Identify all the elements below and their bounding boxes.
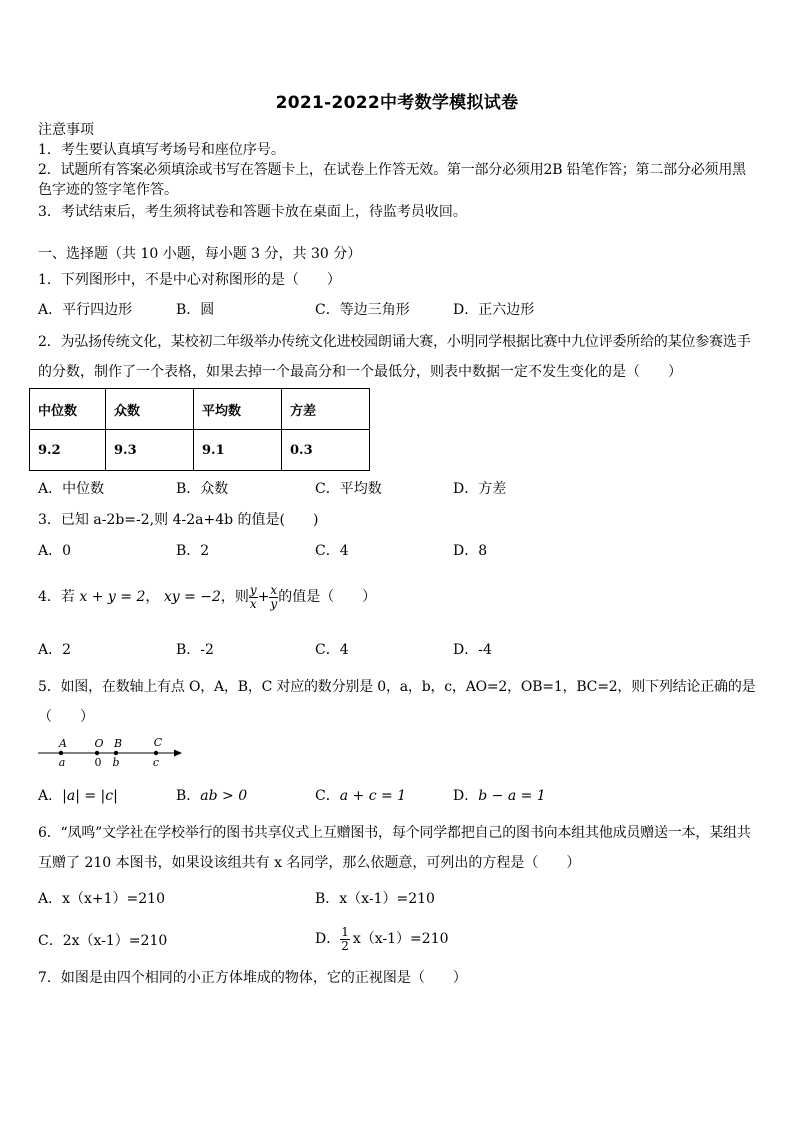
table-row bbox=[30, 430, 370, 471]
q5-option-b bbox=[176, 786, 247, 806]
q6-option-d-label: D． bbox=[315, 931, 341, 947]
point-c bbox=[154, 751, 158, 755]
point-o bbox=[95, 751, 99, 755]
q4-mid: ，则 bbox=[220, 589, 249, 605]
notice-item-1: 1．考生要认真填写考场号和座位序号。 bbox=[38, 142, 285, 158]
label-c: c bbox=[152, 756, 160, 769]
q5-stem-line2: （ ） bbox=[38, 709, 94, 725]
q2-option-a: A．中位数 bbox=[38, 481, 105, 497]
label-b: b bbox=[112, 756, 120, 769]
q3-stem: 3．已知 a-2b=-2,则 4-2a+4b 的值是( ) bbox=[38, 512, 319, 528]
q6-option-a: A．x（x+1）=210 bbox=[38, 891, 165, 907]
q4-condition-1: x + y = 2 bbox=[79, 589, 146, 605]
q4-fraction-x-over-y bbox=[269, 584, 278, 611]
q5-option-d bbox=[453, 786, 546, 806]
q6-frac-den: 2 bbox=[341, 938, 349, 953]
q5-option-a-label: A． bbox=[38, 788, 63, 804]
q1-stem: 1．下列图形中，不是中心对称图形的是（ ） bbox=[38, 272, 341, 288]
q5-option-d-label: D． bbox=[453, 788, 479, 804]
q3-option-a: A．0 bbox=[38, 543, 72, 559]
q2-option-d: D．方差 bbox=[453, 481, 507, 497]
q4-prefix: 4．若 bbox=[38, 589, 75, 605]
q3-option-c: C．4 bbox=[315, 543, 349, 559]
table-header-variance: 方差 bbox=[282, 389, 370, 430]
table-cell-median: 9.2 bbox=[30, 430, 106, 471]
q5-option-c bbox=[315, 786, 406, 806]
q4-f2-num: x bbox=[270, 582, 278, 597]
label-O: O bbox=[94, 737, 104, 750]
table-cell-mode: 9.3 bbox=[106, 430, 194, 471]
q2-option-c: C．平均数 bbox=[315, 481, 382, 497]
q2-option-b: B．众数 bbox=[176, 481, 229, 497]
q4-suffix: 的值是（ ） bbox=[278, 589, 377, 605]
section-heading: 一、选择题（共 10 小题，每小题 3 分，共 30 分） bbox=[38, 246, 362, 262]
label-C: C bbox=[153, 736, 163, 749]
q6-option-d-expr: x（x-1）=210 bbox=[352, 931, 449, 947]
q1-option-a: A．平行四边形 bbox=[38, 302, 133, 318]
q5-option-a-expr: |a| = |c| bbox=[62, 788, 118, 804]
q2-stem-line2: 的分数，制作了一个表格，如果去掉一个最高分和一个最低分，则表中数据一定不发生变化的是（ ） bbox=[38, 364, 682, 380]
label-A: A bbox=[59, 737, 67, 750]
table-header-median: 中位数 bbox=[30, 389, 106, 430]
q4-f1-num: y bbox=[249, 582, 257, 597]
table-header-mean: 平均数 bbox=[194, 389, 282, 430]
table-header-mode: 众数 bbox=[106, 389, 194, 430]
q4-option-a: A．2 bbox=[38, 642, 72, 658]
label-B: B bbox=[113, 737, 123, 750]
q4-f1-den: x bbox=[249, 596, 257, 611]
q4-stem: 4．若 x + y = 2， xy = −2，则 $\frac{y}{x}$ + $\frac{x}{y}$ 的值是（ ） bbox=[38, 582, 377, 611]
q4-condition-2: xy = −2 bbox=[163, 589, 221, 605]
q4-option-d: D．-4 bbox=[453, 642, 492, 658]
label-0: 0 bbox=[94, 756, 102, 769]
point-b bbox=[114, 751, 118, 755]
table-cell-mean: 9.1 bbox=[194, 430, 282, 471]
q5-option-c-expr: a + c = 1 bbox=[339, 788, 407, 804]
q3-option-b: B．2 bbox=[176, 543, 210, 559]
q1-option-c: C．等边三角形 bbox=[315, 302, 410, 318]
q2-stem-line1: 2．为弘扬传统文化，某校初二年级举办传统文化进校园朗诵大赛，小明同学根据比赛中九位评委所给的某位参赛选手 bbox=[38, 334, 751, 350]
q6-frac-num: 1 bbox=[341, 924, 349, 939]
page-title: 2021-2022中考数学模拟试卷 bbox=[275, 93, 519, 113]
stats-table bbox=[29, 388, 370, 471]
q6-fraction-half bbox=[340, 926, 350, 953]
q1-option-d: D．正六边形 bbox=[453, 302, 535, 318]
q5-option-b-label: B． bbox=[176, 788, 201, 804]
notice-item-2-cont: 色字迹的签字笔作答。 bbox=[38, 182, 178, 198]
table-header-row bbox=[30, 389, 370, 430]
q6-option-d bbox=[315, 922, 449, 956]
point-a bbox=[59, 751, 63, 755]
q4-fraction-y-over-x bbox=[249, 584, 258, 611]
q6-option-b: B．x（x-1）=210 bbox=[315, 891, 435, 907]
arrow-icon bbox=[174, 750, 182, 757]
q4-option-b: B．-2 bbox=[176, 642, 214, 658]
q7-stem: 7．如图是由四个相同的小正方体堆成的物体，它的正视图是（ ） bbox=[38, 970, 467, 986]
q6-stem-line1: 6．“凤鸣”文学社在学校举行的图书共享仪式上互赠图书，每个同学都把自己的图书向本组其他成员赠送一本，某组共 bbox=[38, 825, 751, 841]
notice-item-2: 2．试题所有答案必须填涂或书写在答题卡上，在试卷上作答无效。第一部分必须用2B 铅笔作答；第二部分必须用黑 bbox=[38, 162, 746, 178]
q6-stem-line2: 互赠了 210 本图书，如果设该组共有 x 名同学，那么依题意，可列出的方程是（ ） bbox=[38, 855, 581, 871]
number-line-figure bbox=[36, 734, 186, 770]
table-cell-variance: 0.3 bbox=[282, 430, 370, 471]
q4-f2-den: y bbox=[270, 596, 278, 611]
q5-option-c-label: C． bbox=[315, 788, 340, 804]
q3-option-d: D．8 bbox=[453, 543, 488, 559]
q5-stem-line1: 5．如图，在数轴上有点 O，A，B，C 对应的数分别是 0，a，b，c，AO=2，OB=1，BC=2，则下列结论正确的是 bbox=[38, 679, 756, 695]
q5-option-d-expr: b − a = 1 bbox=[478, 788, 546, 804]
q6-option-c: C．2x（x-1）=210 bbox=[38, 933, 168, 949]
q1-option-b: B．圆 bbox=[176, 302, 215, 318]
label-a: a bbox=[58, 756, 66, 769]
q5-option-a bbox=[38, 786, 118, 806]
notice-item-3: 3．考试结束后，考生须将试卷和答题卡放在桌面上，待监考员收回。 bbox=[38, 204, 467, 220]
q5-option-b-expr: ab > 0 bbox=[200, 788, 248, 804]
q4-option-c: C．4 bbox=[315, 642, 349, 658]
notice-heading: 注意事项 bbox=[38, 122, 94, 138]
